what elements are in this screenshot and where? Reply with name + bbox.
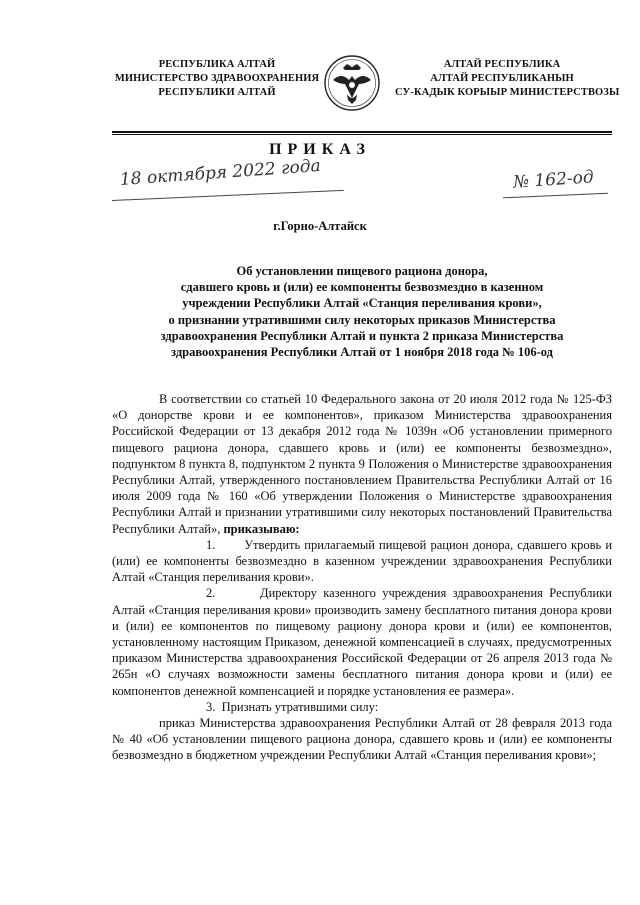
header-rule-thin: [112, 134, 612, 135]
order-item-2: [112, 585, 612, 698]
handwritten-date: 18 октября 2022 года: [119, 155, 322, 190]
number-underline: [503, 193, 608, 199]
subject-line-1: Об установлении пищевого рациона донора,: [236, 264, 488, 278]
item-2-text: Директору казенного учреждения здравоохранения Республики Алтай «Станция переливания крови» производить замену бесплатного питания донора крови и (или) ее компонентов по пищевому рациону донора крови и (или) ее компонентов, установленному настоящим Приказом, денежной компенсацией в случаях, предусмотренных приказом Министерства здравоохранения Российской Федерации от 26 апреля 2013 года № 265н «О случаях возможности замены бесплатного питания донора крови и (или) ее компонентов денежной компенсацией и порядке установления ее размера».: [112, 586, 612, 698]
subject-line-2: сдавшего кровь и (или) ее компоненты безвозмездно в казенном: [180, 280, 544, 295]
subject-line-4: о признании утратившими силу некоторых приказов Министерства: [168, 312, 556, 327]
coat-of-arms-emblem-icon: [323, 54, 381, 112]
item-3-number: 3.: [206, 699, 216, 714]
order-body: [112, 391, 612, 764]
header-left-line-1: РЕСПУБЛИКА АЛТАЙ: [158, 59, 276, 70]
date-underline: [112, 190, 344, 201]
order-item-3: [112, 699, 612, 715]
item-1-text: Утвердить прилагаемый пищевой рацион донора, сдавшего кровь и (или) ее компоненты безвозмездно в казенном учреждении здравоохранения Республики Алтай «Станция переливания крови».: [112, 537, 613, 585]
header-left-line-2: МИНИСТЕРСТВО ЗДРАВООХРАНЕНИЯ: [114, 73, 320, 84]
header-left: [112, 58, 322, 100]
preamble-text: В соответствии со статьей 10 Федерального закона от 20 июля 2012 года № 125-ФЗ «О донорстве крови и ее компонентов», приказом Министерства здравоохранения Российской Федерации от 13 декабря 2012 года № 1039н «Об установлении примерного пищевого рациона донора, сдавшего кровь и (или) ее компоненты безвозмездно», подпунктом 8 пункта 8, подпунктом 2 пункта 9 Положения о Министерстве здравоохранения Республики Алтай, утвержденного постановлением Правительства Республики Алтай от 16 июля 2009 года № 160 «Об утверждении Положения о Министерстве здравоохранения Республики Алтай и признании утратившими силу некоторых постановлений Правительства Республики Алтай»,: [112, 392, 612, 536]
subject-line-3: учреждении Республики Алтай «Станция переливания крови»,: [182, 296, 542, 311]
header-left-line-3: РЕСПУБЛИКИ АЛТАЙ: [158, 87, 276, 98]
order-subitem: приказ Министерства здравоохранения Республики Алтай от 28 февраля 2013 года № 40 «Об установлении пищевого рациона донора, сдавшего кровь и (или) ее компоненты безвозмездно в бюджетном учреждении Республики Алтай «Станция переливания крови»;: [112, 716, 612, 763]
header-right: [395, 58, 620, 100]
header-rule-thick: [112, 131, 612, 133]
document-title: ПРИКАЗ: [269, 141, 371, 158]
header-right-line-3: СУ-КАДЫК КОРЫЫР МИНИСТЕРСТВОЗЫ: [395, 87, 620, 98]
order-word: приказываю:: [223, 521, 300, 536]
item-2-number: 2.: [206, 586, 216, 601]
subject-line-5: здравоохранения Республики Алтай и пункта 2 приказа Министерства: [160, 328, 564, 343]
order-item-1: [112, 537, 612, 586]
subject-line-6: здравоохранения Республики Алтай от 1 ноября 2018 года № 106-од: [171, 345, 553, 360]
handwritten-number: № 162-од: [512, 167, 595, 193]
item-3-text: Признать утратившими силу:: [221, 699, 379, 714]
header-right-line-2: АЛТАЙ РЕСПУБЛИКАНЫН: [430, 73, 574, 84]
preamble-paragraph: [112, 391, 612, 537]
order-subject: [112, 263, 612, 360]
city-line: г.Горно-Алтайск: [273, 219, 367, 233]
item-1-number: 1.: [206, 537, 216, 552]
header-right-line-1: АЛТАЙ РЕСПУБЛИКА: [443, 59, 561, 70]
